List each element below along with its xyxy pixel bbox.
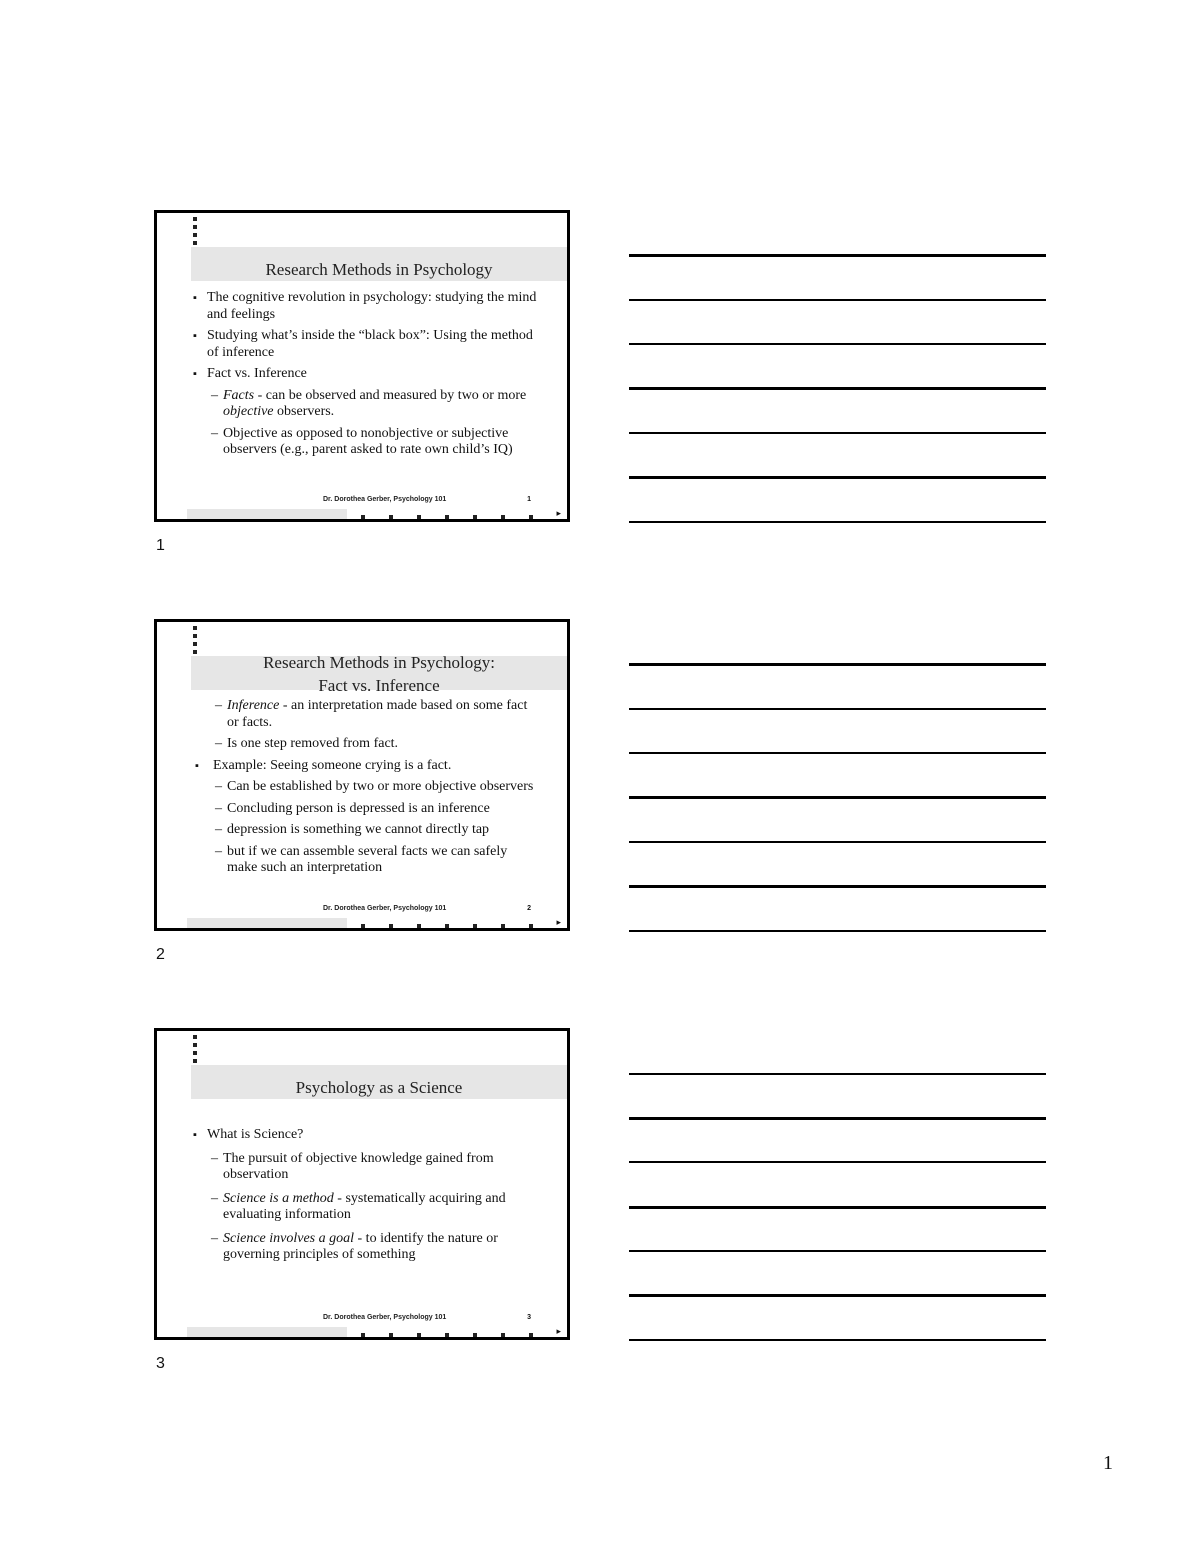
note-line: [629, 930, 1046, 932]
bullet-item: ▪ Example: Seeing someone crying is a fact.: [195, 758, 537, 775]
note-line: [629, 841, 1046, 843]
footer-dots-decoration: [361, 1333, 561, 1337]
slide-2: [154, 619, 570, 931]
note-line: [629, 885, 1046, 888]
emphasis-text: Science involves a goal: [223, 1230, 355, 1246]
footer-band: [187, 509, 347, 519]
slide-footer: Dr. Dorothea Gerber, Psychology 101: [323, 905, 447, 912]
slide-body: [193, 1127, 537, 1269]
sub-bullet-text: - to identify the nature or governing principles of something: [223, 1230, 498, 1262]
sub-bullet-item: [193, 1191, 537, 1224]
dash-marker: –: [211, 387, 218, 403]
emphasis-text: Inference: [227, 698, 280, 713]
note-line: [629, 1294, 1046, 1297]
note-line: [629, 1161, 1046, 1163]
dash-marker: –: [215, 779, 222, 794]
sub-bullet-text: - can be observed and measured by two or more: [254, 387, 527, 403]
slide-dots-decoration: [193, 1035, 197, 1067]
sub-bullet-item: [193, 1151, 537, 1184]
slide-1: [154, 210, 570, 522]
sub-bullet-text: depression is something we cannot directly tap: [227, 822, 490, 837]
sub-bullet-item: [193, 844, 537, 877]
sub-bullet-text: observers.: [273, 404, 335, 419]
note-line: [629, 343, 1046, 345]
slide-number-label: 3: [156, 1355, 165, 1372]
slide-title-line-2: Fact vs. Inference: [318, 676, 440, 695]
footer-dots-decoration: [361, 515, 561, 519]
slide-footer-page: 2: [527, 905, 531, 912]
dash-marker: –: [211, 1150, 218, 1166]
note-line: [629, 663, 1046, 666]
bullet-item: ▪ What is Science?: [193, 1127, 537, 1144]
note-line: [629, 1117, 1046, 1120]
slide-title: Research Methods in Psychology: [265, 260, 493, 279]
note-line: [629, 796, 1046, 799]
slide-title-line-1: Research Methods in Psychology:: [263, 653, 495, 672]
slide-number-label: 1: [156, 537, 165, 554]
dash-marker: –: [215, 822, 222, 837]
slide-body: [193, 290, 537, 464]
sub-bullet-text: Objective as opposed to nonobjective or subjective observers (e.g., parent asked to rate own child’s IQ): [223, 425, 513, 457]
slide-number-label: 2: [156, 946, 165, 963]
slide-footer-page: 1: [527, 496, 531, 503]
note-line: [629, 1206, 1046, 1209]
sub-bullet-text: - an interpretation made based on some fact or facts.: [227, 698, 528, 730]
slide-title: Psychology as a Science: [295, 1078, 463, 1097]
sub-bullet-item: [193, 388, 537, 421]
emphasis-text: Science is a method: [223, 1190, 334, 1206]
sub-bullet-text: but if we can assemble several facts we can safely make such an interpretation: [227, 843, 508, 875]
sub-bullet-item: [193, 779, 537, 796]
sub-bullet-item: [193, 426, 537, 459]
dash-marker: –: [211, 1190, 218, 1206]
bullet-item: ▪ Studying what’s inside the “black box”: Using the method of inference: [193, 328, 537, 361]
slide-footer: Dr. Dorothea Gerber, Psychology 101: [323, 496, 447, 503]
emphasis-text: objective: [223, 404, 274, 419]
sub-bullet-text: Concluding person is depressed is an inference: [227, 800, 490, 816]
bullet-item: ▪ The cognitive revolution in psychology: studying the mind and feelings: [193, 290, 537, 323]
slide-footer: Dr. Dorothea Gerber, Psychology 101: [323, 1314, 447, 1321]
note-line: [629, 708, 1046, 710]
dash-marker: –: [215, 843, 222, 859]
slide-3: [154, 1028, 570, 1340]
sub-bullet-item: [193, 822, 537, 839]
footer-dots-decoration: [361, 924, 561, 928]
slide-body: [193, 698, 537, 882]
dash-marker: –: [211, 425, 218, 441]
page-number: 1: [1103, 1452, 1113, 1474]
arrow-right-icon: ▸: [556, 1326, 561, 1336]
sub-bullet-text: - systematically acquiring and evaluating information: [223, 1190, 506, 1222]
arrow-right-icon: ▸: [556, 917, 561, 927]
slide-dots-decoration: [193, 217, 197, 249]
sub-bullet-item: [193, 736, 537, 753]
arrow-right-icon: ▸: [556, 508, 561, 518]
note-line: [629, 476, 1046, 479]
note-line: [629, 254, 1046, 257]
sub-bullet-item: [193, 801, 537, 818]
note-line: [629, 387, 1046, 390]
note-line: [629, 1339, 1046, 1341]
slide-title: [191, 651, 567, 697]
note-line: [629, 1073, 1046, 1075]
dash-marker: –: [215, 800, 222, 816]
dash-marker: –: [215, 698, 222, 713]
dash-marker: –: [211, 1230, 218, 1246]
dash-marker: –: [215, 736, 222, 751]
sub-bullet-item: [193, 698, 537, 731]
note-line: [629, 1250, 1046, 1252]
slide-footer-page: 3: [527, 1314, 531, 1321]
sub-bullet-item: [193, 1231, 537, 1264]
note-line: [629, 299, 1046, 301]
footer-band: [187, 1327, 347, 1337]
note-line: [629, 432, 1046, 434]
footer-band: [187, 918, 347, 928]
emphasis-text: Facts: [223, 387, 255, 403]
sub-bullet-text: Can be established by two or more objective observers: [227, 779, 534, 794]
note-line: [629, 752, 1046, 754]
bullet-item: ▪ Fact vs. Inference: [193, 366, 537, 383]
sub-bullet-text: Is one step removed from fact.: [227, 736, 399, 751]
sub-bullet-text: The pursuit of objective knowledge gained from observation: [223, 1150, 494, 1182]
note-line: [629, 521, 1046, 523]
